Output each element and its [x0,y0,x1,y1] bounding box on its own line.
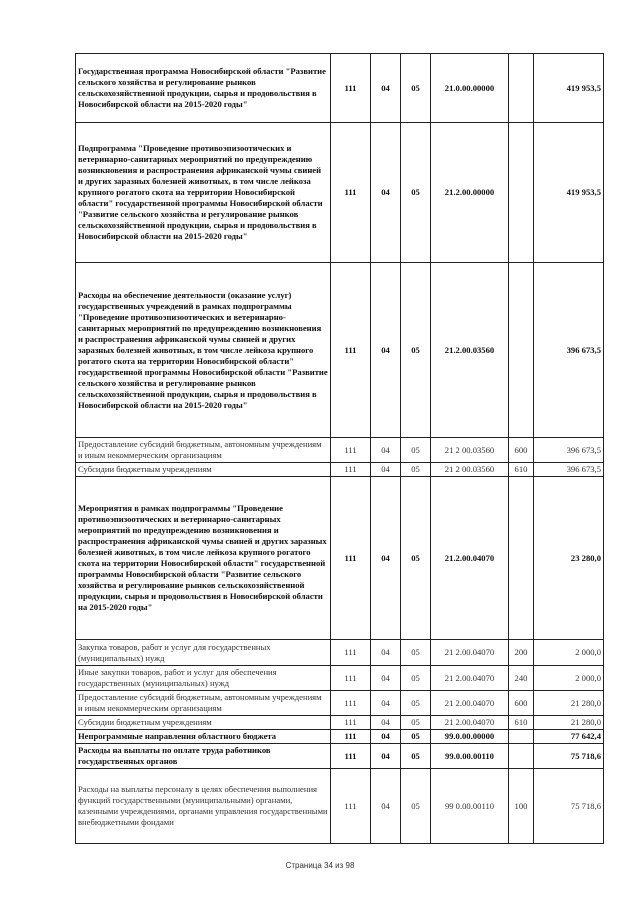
row-target-article: 21.2.00.04070 [431,477,509,640]
row-ministry-code: 111 [331,716,371,730]
row-expense-type [509,477,534,640]
row-section: 04 [371,54,401,123]
row-amount: 396 673,5 [534,463,604,477]
row-expense-type [509,263,534,438]
row-amount: 75 718,6 [534,769,604,844]
row-section: 04 [371,769,401,844]
row-target-article: 21 2.00.04070 [431,640,509,666]
row-amount: 21 280,0 [534,716,604,730]
row-expense-type: 200 [509,640,534,666]
row-expense-type: 240 [509,666,534,691]
row-name: Расходы на обеспечение деятельности (оказание услуг) государственных учреждений в рамках подпрограммы "Проведение противоэпизоотических и ветеринарно-санитарных мероприятий по предупреждению возникновения и распространения африканской чумы свиней и других заразных болезней животных, в том числе лейкоза крупного рогатого скота на территории Новосибирской области" государственной программы Новосибирской области "Развитие сельского хозяйства и регулирование рынков сельскохозяйственной продукции, сырья и продовольствия в Новосибирской области на 2015-2020 годы" [76,263,331,438]
row-ministry-code: 111 [331,691,371,716]
row-amount: 396 673,5 [534,263,604,438]
table-row [76,716,604,730]
row-section: 04 [371,463,401,477]
table-row [76,691,604,716]
row-amount: 2 000,0 [534,640,604,666]
row-subsection: 05 [401,123,431,263]
row-amount: 77 642,4 [534,730,604,744]
row-amount: 21 280,0 [534,691,604,716]
row-amount: 75 718,6 [534,744,604,769]
row-section: 04 [371,640,401,666]
row-subsection: 05 [401,744,431,769]
row-subsection: 05 [401,477,431,640]
row-expense-type [509,744,534,769]
table-row [76,54,604,123]
row-ministry-code: 111 [331,438,371,463]
row-target-article: 99 0.00.00110 [431,769,509,844]
row-ministry-code: 111 [331,769,371,844]
row-name: Субсидии бюджетным учреждениям [76,716,331,730]
row-target-article: 99.0.00.00110 [431,744,509,769]
table-row [76,769,604,844]
row-target-article: 99.0.00.00000 [431,730,509,744]
table-row [76,730,604,744]
row-name: Государственная программа Новосибирской области "Развитие сельского хозяйства и регулирование рынков сельскохозяйственной продукции, сырья и продовольствия в Новосибирской области на 2015-2020 годы" [76,54,331,123]
row-name: Расходы на выплаты персоналу в целях обеспечения выполнения функций государственными (муниципальными) органами, казенными учреждениями, органами управления государственными внебюджетными фондами [76,769,331,844]
table-row [76,666,604,691]
row-target-article: 21 2.00.04070 [431,716,509,730]
row-subsection: 05 [401,54,431,123]
row-subsection: 05 [401,666,431,691]
row-expense-type: 610 [509,463,534,477]
row-amount: 419 953,5 [534,123,604,263]
row-ministry-code: 111 [331,54,371,123]
row-section: 04 [371,691,401,716]
row-ministry-code: 111 [331,123,371,263]
table-row [76,744,604,769]
row-ministry-code: 111 [331,463,371,477]
row-expense-type [509,123,534,263]
row-ministry-code: 111 [331,477,371,640]
row-name: Иные закупки товаров, работ и услуг для обеспечения государственных (муниципальных) нужд [76,666,331,691]
row-expense-type [509,54,534,123]
row-section: 04 [371,744,401,769]
row-ministry-code: 111 [331,730,371,744]
table-row [76,640,604,666]
table-row [76,477,604,640]
row-section: 04 [371,123,401,263]
row-target-article: 21 2.00.04070 [431,691,509,716]
row-subsection: 05 [401,769,431,844]
row-section: 04 [371,666,401,691]
page-footer: Страница 34 из 98 [285,861,355,870]
row-subsection: 05 [401,691,431,716]
row-subsection: 05 [401,263,431,438]
row-ministry-code: 111 [331,640,371,666]
row-name: Субсидии бюджетным учреждениям [76,463,331,477]
row-target-article: 21 2 00.03560 [431,463,509,477]
row-ministry-code: 111 [331,666,371,691]
row-section: 04 [371,716,401,730]
row-target-article: 21.2.00.00000 [431,123,509,263]
row-name: Закупка товаров, работ и услуг для государственных (муниципальных) нужд [76,640,331,666]
row-amount: 419 953,5 [534,54,604,123]
row-expense-type: 100 [509,769,534,844]
row-amount: 396 673,5 [534,438,604,463]
row-expense-type [509,730,534,744]
row-subsection: 05 [401,716,431,730]
row-amount: 23 280,0 [534,477,604,640]
row-ministry-code: 111 [331,744,371,769]
row-section: 04 [371,263,401,438]
row-target-article: 21.0.00.00000 [431,54,509,123]
row-subsection: 05 [401,730,431,744]
table-row [76,123,604,263]
row-expense-type: 600 [509,691,534,716]
row-name: Подпрограмма "Проведение противоэпизоотических и ветеринарно-санитарных мероприятий по предупреждению возникновения и распространения африканской чумы свиней и других заразных болезней животных, в том числе лейкоза крупного рогатого скота на территории Новосибирской области" государственной программы Новосибирской области "Развитие сельского хозяйства и регулирование рынков сельскохозяйственной продукции, сырья и продовольствия в Новосибирской области на 2015-2020 годы" [76,123,331,263]
row-subsection: 05 [401,463,431,477]
row-expense-type: 600 [509,438,534,463]
row-name: Непрограммные направления областного бюджета [76,730,331,744]
row-subsection: 05 [401,640,431,666]
row-target-article: 21 2.00.04070 [431,666,509,691]
table-row [76,438,604,463]
row-name: Предоставление субсидий бюджетным, автономным учреждениям и иным некоммерческим организациям [76,691,331,716]
row-amount: 2 000,0 [534,666,604,691]
row-target-article: 21.2.00.03560 [431,263,509,438]
table-row [76,263,604,438]
row-section: 04 [371,730,401,744]
budget-table [75,53,604,844]
row-name: Расходы на выплаты по оплате труда работников государственных органов [76,744,331,769]
row-ministry-code: 111 [331,263,371,438]
row-target-article: 21 2 00.03560 [431,438,509,463]
row-section: 04 [371,438,401,463]
row-subsection: 05 [401,438,431,463]
row-section: 04 [371,477,401,640]
row-expense-type: 610 [509,716,534,730]
row-name: Предоставление субсидий бюджетным, автономным учреждениям и иным некоммерческим организациям [76,438,331,463]
table-row [76,463,604,477]
row-name: Мероприятия в рамках подпрограммы "Проведение противоэпизоотических и ветеринарно-санитарных мероприятий по предупреждению возникновения и распространения африканской чумы свиней и других заразных болезней животных, в том числе лейкоза крупного рогатого скота на территории Новосибирской области" государственной программы Новосибирской области "Развитие сельского хозяйства и регулирование рынков сельскохозяйственной продукции, сырья и продовольствия в Новосибирской области на 2015-2020 годы" [76,477,331,640]
